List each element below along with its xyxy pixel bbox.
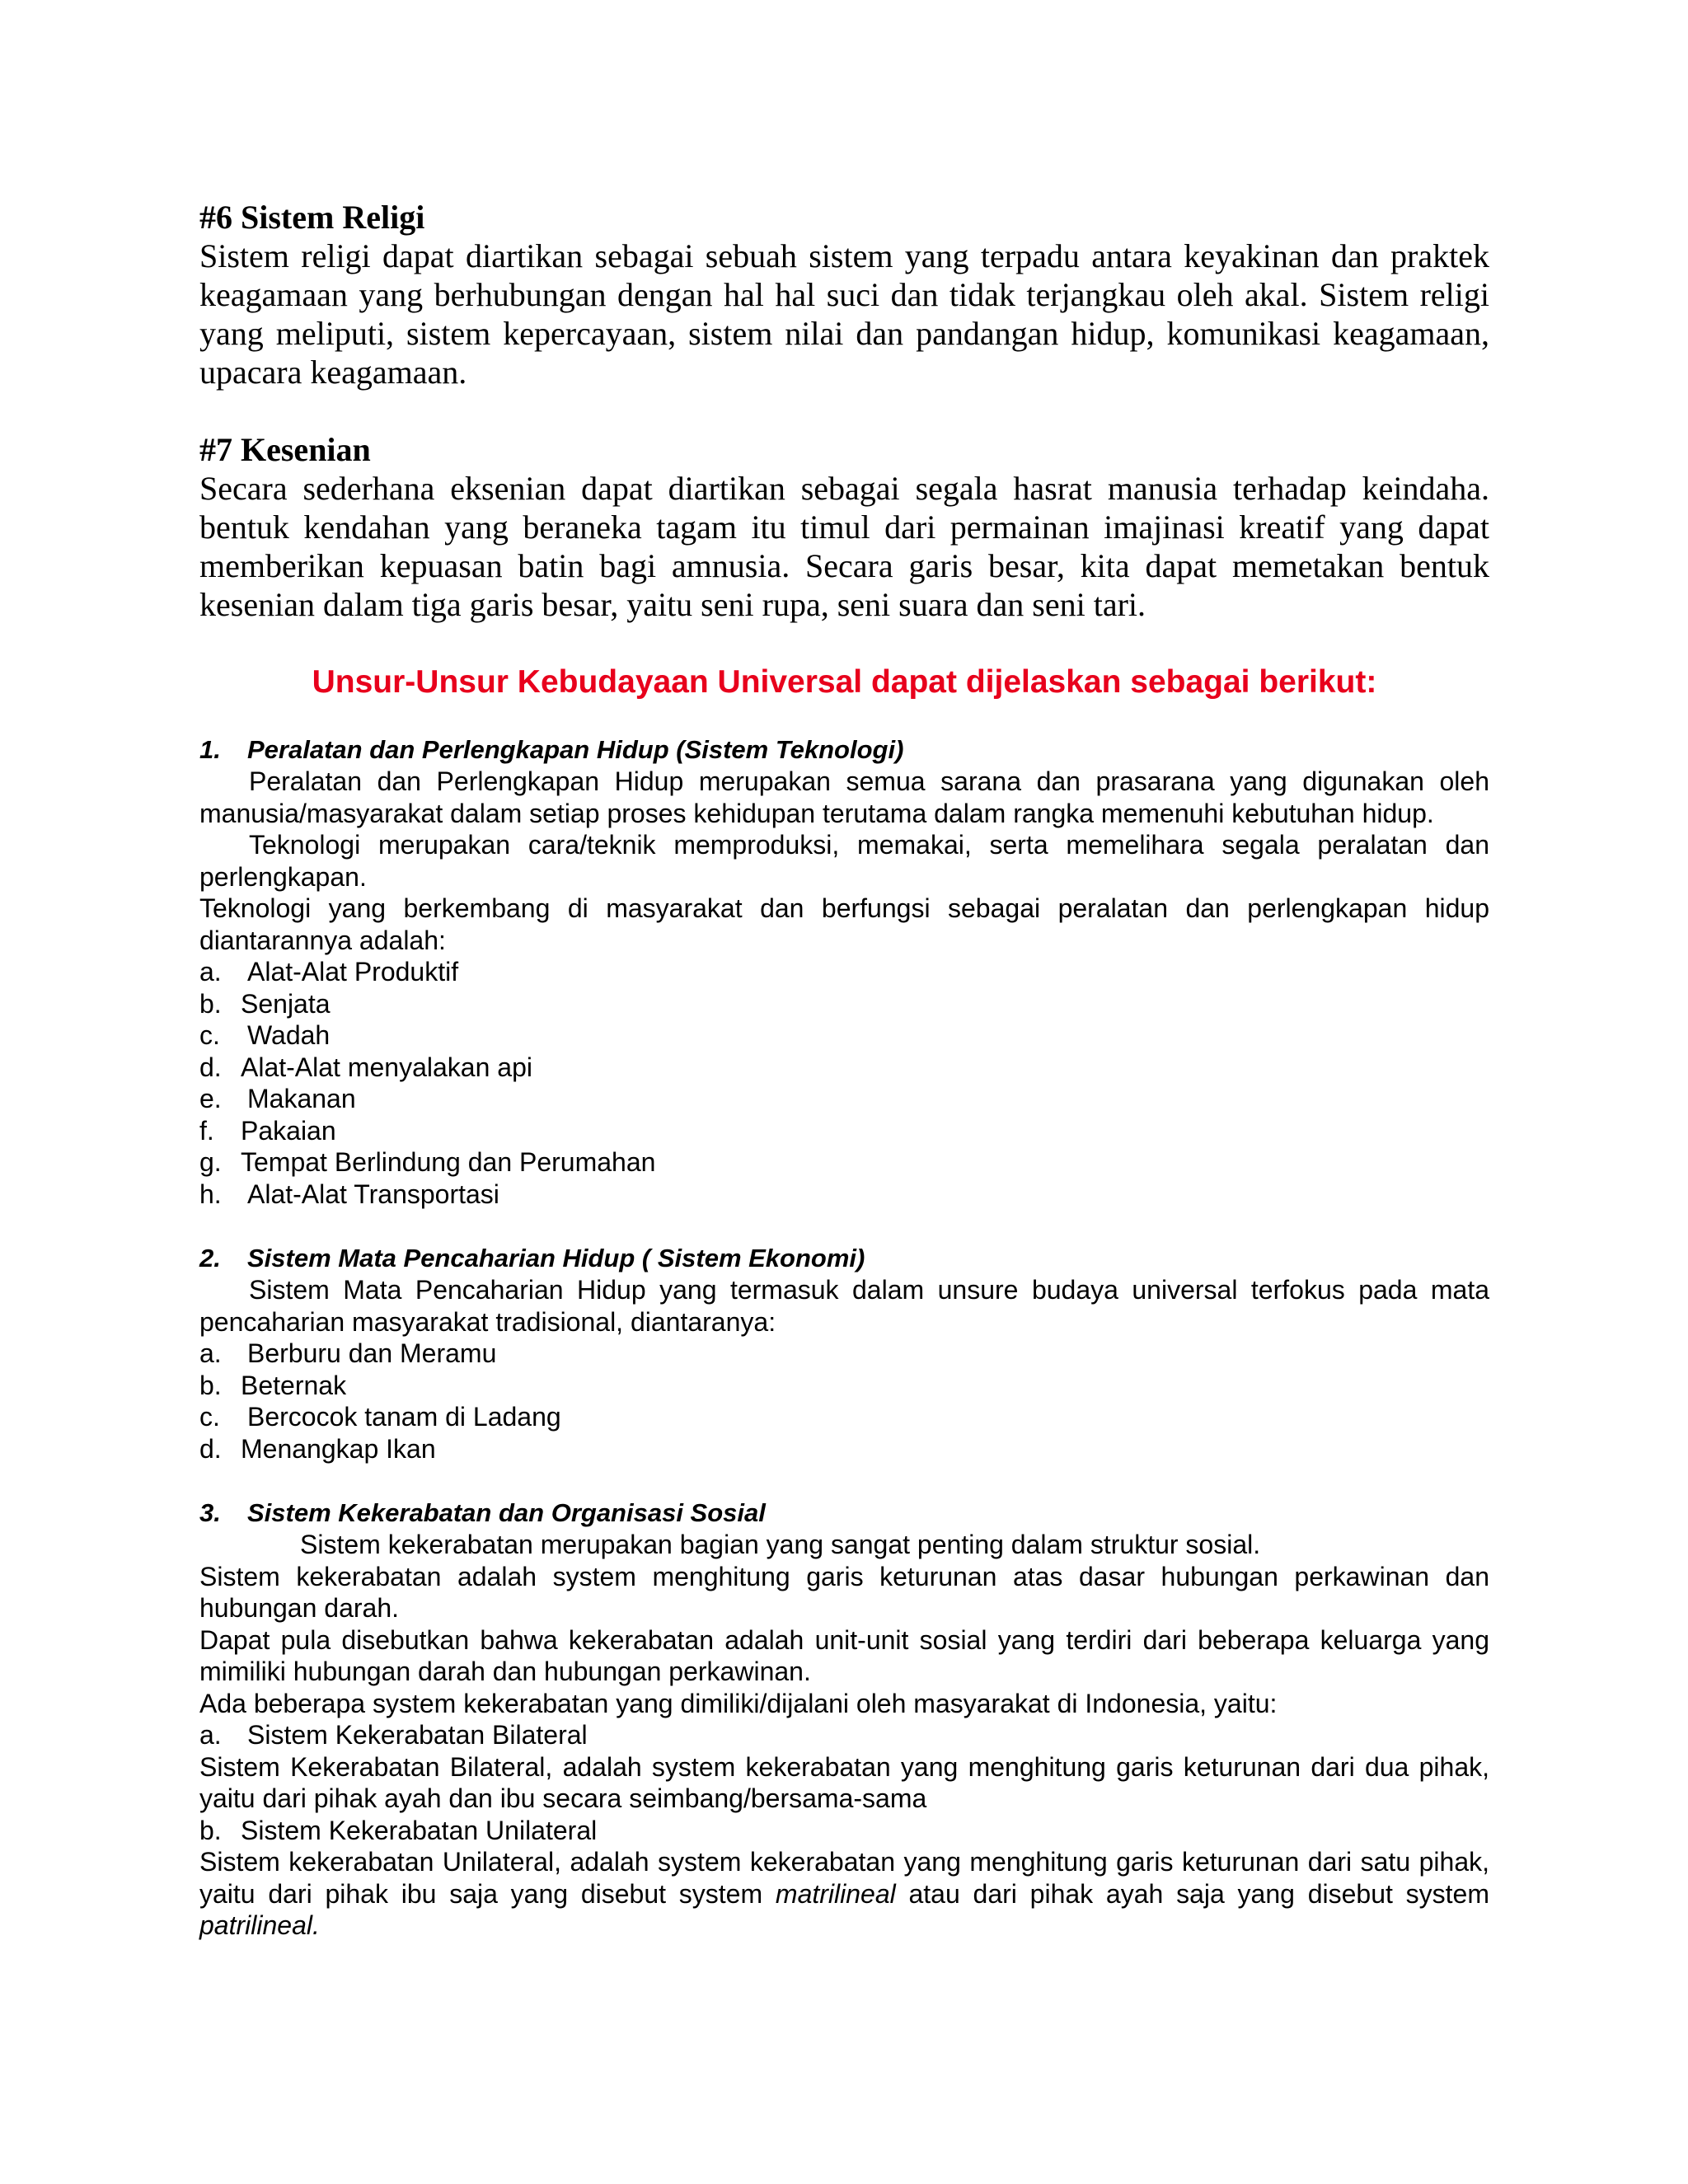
list-item: c. Wadah xyxy=(199,1020,331,1050)
item-number: 1. xyxy=(199,735,221,764)
item-paragraph: Sistem Mata Pencaharian Hidup yang termasuk dalam unsure budaya universal terfokus pada mata pencaharian masyarakat tradisional, diantaranya: xyxy=(199,1275,1489,1337)
list-item: h. Alat-Alat Transportasi xyxy=(199,1179,499,1209)
list-item: c. Bercocok tanam di Ladang xyxy=(199,1402,561,1432)
list-item: e. Makanan xyxy=(199,1084,356,1113)
item-paragraph: Teknologi merupakan cara/teknik memproduksi, memakai, serta memelihara segala peralatan dan perlengkapan. xyxy=(199,830,1489,892)
section-body-religi: Sistem religi dapat diartikan sebagai sebuah sistem yang terpadu antara keyakinan dan praktek keagamaan yang berhubungan dengan hal hal suci dan tidak terjangkau oleh akal. Sistem religi yang meliputi, sistem kepercayaan, sistem nilai dan pandangan hidup, komunikasi keagamaan, upacara keagamaan. xyxy=(199,237,1489,391)
item-sublist xyxy=(199,1815,1489,1847)
item-number: 3. xyxy=(199,1498,221,1527)
list-item: d. Alat-Alat menyalakan api xyxy=(199,1052,532,1082)
item-list xyxy=(199,1338,1489,1465)
italic-term: patrilineal. xyxy=(199,1910,320,1940)
list-item: a. Berburu dan Meramu xyxy=(199,1338,497,1368)
item-paragraph: Ada beberapa system kekerabatan yang dimiliki/dijalani oleh masyarakat di Indonesia, yaitu: xyxy=(199,1688,1278,1718)
item-paragraph: Dapat pula disebutkan bahwa kekerabatan adalah unit-unit sosial yang terdiri dari beberapa keluarga yang mimiliki hubungan darah dan hubungan perkawinan. xyxy=(199,1624,1489,1686)
list-item: f. Pakaian xyxy=(199,1115,336,1146)
section-heading-religi: #6 Sistem Religi xyxy=(199,199,425,236)
section-body-kesenian: Secara sederhana eksenian dapat diartikan sebagai segala hasrat manusia terhadap keindaha. bentuk kendahan yang beraneka tagam itu timul dari permainan imajinasi kreatif yang dapat memberikan kepuasan batin bagi amnusia. Secara garis besar, kita dapat memetakan bentuk kesenian dalam tiga garis besar, yaitu seni rupa, seni suara dan seni tari. xyxy=(199,470,1489,623)
item-title: Sistem Mata Pencaharian Hidup ( Sistem Ekonomi) xyxy=(247,1244,865,1272)
italic-term: matrilineal xyxy=(775,1878,896,1909)
list-item: b. Senjata xyxy=(199,988,331,1019)
item-heading-3 xyxy=(199,1497,1489,1529)
item-title: Sistem Kekerabatan dan Organisasi Sosial xyxy=(247,1498,766,1527)
item-heading-2 xyxy=(199,1243,1489,1274)
red-title: Unsur-Unsur Kebudayaan Universal dapat dijelaskan sebagai berikut: xyxy=(312,664,1377,700)
list-item: g. Tempat Berlindung dan Perumahan xyxy=(199,1147,656,1177)
document-page xyxy=(199,198,1489,1942)
list-item: a. Sistem Kekerabatan Bilateral xyxy=(199,1720,588,1750)
list-item: b. Beternak xyxy=(199,1370,347,1400)
item-list xyxy=(199,956,1489,1210)
item-title: Peralatan dan Perlengkapan Hidup (Sistem Teknologi) xyxy=(247,735,904,764)
item-heading-1 xyxy=(199,734,1489,766)
item-paragraph: Peralatan dan Perlengkapan Hidup merupakan semua sarana dan prasarana yang digunakan oleh manusia/masyarakat dalam setiap proses kehidupan terutama dalam rangka memenuhi kebutuhan hidup. xyxy=(199,766,1489,828)
section-heading-kesenian: #7 Kesenian xyxy=(199,431,371,468)
item-sublist xyxy=(199,1719,1489,1751)
item-paragraph: Sistem kekerabatan merupakan bagian yang sangat penting dalam struktur sosial. xyxy=(300,1530,1261,1559)
item-paragraph: Sistem kekerabatan Unilateral, adalah system kekerabatan yang menghitung garis keturunan dari satu pihak, yaitu dari pihak ibu saja yang disebut system matrilineal atau dari pihak ayah saja yang disebut system patrilineal. xyxy=(199,1847,1490,1940)
item-paragraph: Sistem kekerabatan adalah system menghitung garis keturunan atas dasar hubungan perkawinan dan hubungan darah. xyxy=(199,1561,1489,1623)
item-paragraph: Teknologi yang berkembang di masyarakat dan berfungsi sebagai peralatan dan perlengkapan hidup diantarannya adalah: xyxy=(199,893,1489,955)
list-item: d. Menangkap Ikan xyxy=(199,1433,436,1464)
item-number: 2. xyxy=(199,1244,221,1272)
list-item: b. Sistem Kekerabatan Unilateral xyxy=(199,1815,598,1845)
item-paragraph: Sistem Kekerabatan Bilateral, adalah system kekerabatan yang menghitung garis keturunan dari dua pihak, yaitu dari pihak ayah dan ibu secara seimbang/bersama-sama xyxy=(199,1751,1489,1813)
list-item: a. Alat-Alat Produktif xyxy=(199,957,459,987)
